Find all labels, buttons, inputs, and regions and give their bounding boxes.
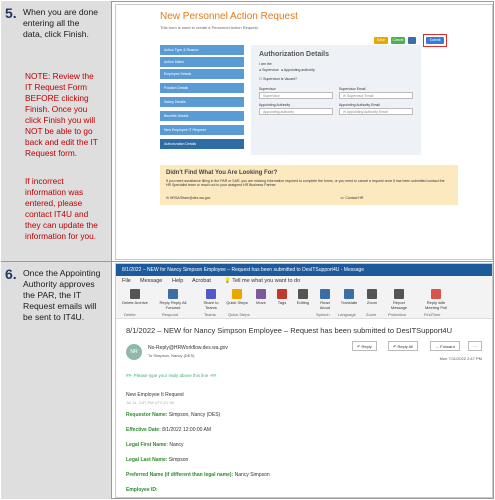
nav-position-details[interactable]: Position Details (160, 83, 244, 93)
tag-icon (277, 289, 287, 299)
outlook-email-screenshot (115, 263, 493, 498)
appointing-input[interactable]: Appointing authority (259, 108, 333, 115)
email-date: Mon 7/11/2022 2:47 PM (439, 356, 482, 361)
menu-acrobat[interactable]: Acrobat (192, 278, 211, 284)
radio-appointing[interactable]: ● Appointing authority (281, 68, 315, 72)
note-line-3: BEFORE clicking (25, 93, 89, 103)
step-5-text-column (1, 1, 112, 261)
forward-label: Forward (440, 344, 455, 349)
field-preferred-name-label: Preferred Name (if different than legal name): (126, 472, 234, 478)
email-menubar (116, 276, 492, 287)
field-first-name (126, 442, 184, 448)
poll-icon (431, 289, 441, 299)
note-line-1: NOTE: Review the (25, 71, 94, 81)
step-6-intro-4: Request emails will (23, 301, 97, 311)
appointing-email-placeholder: Appointing Authority Email (346, 110, 388, 114)
reply-all-label: Reply All (397, 344, 414, 349)
group-respond: Respond (162, 312, 179, 317)
incorrect-line-2: information was (25, 187, 84, 197)
menu-help[interactable]: Help (172, 278, 184, 284)
read-aloud-label: Read Aloud (319, 300, 331, 310)
body-date: Jul 11, 2:47 PM UTC-07:00 (126, 400, 175, 405)
meeting-poll-label: Reply with Meeting Poll (424, 300, 447, 310)
field-last-name-label: Legal Last Name: (126, 457, 168, 463)
note-line-7: back and edit the IT (25, 137, 98, 147)
field-requestor-value: Simpson, Nancy (DES) (168, 412, 221, 418)
reply-label: Reply (361, 344, 372, 349)
read-aloud-button[interactable] (316, 289, 334, 310)
field-last-name (126, 457, 188, 463)
search-icon (298, 289, 308, 299)
help-banner (160, 165, 458, 205)
quick-steps-button[interactable] (226, 289, 248, 305)
save-button[interactable]: Save (374, 37, 388, 44)
speaker-icon (320, 289, 330, 299)
translate-button[interactable] (338, 289, 360, 305)
email-ribbon (116, 287, 492, 319)
share-teams-button[interactable] (200, 289, 222, 310)
field-effective-date-label: Effective Date: (126, 427, 161, 433)
incorrect-line-5: they can update the (25, 220, 98, 230)
share-teams-label: Share to Teams (203, 300, 219, 310)
group-quick-steps: Quick Steps (228, 312, 250, 317)
move-button[interactable] (252, 289, 270, 305)
step-6-number: 6. (5, 266, 17, 282)
reply-separator: ##- Please type your reply above this line -## (126, 373, 217, 378)
forward-button[interactable]: → Forward (430, 341, 460, 351)
group-speech: Speech (316, 312, 330, 317)
zoom-icon (367, 289, 377, 299)
field-requestor (126, 412, 220, 418)
reply-icon (168, 289, 178, 299)
delete-label: Delete Archive (122, 300, 148, 305)
incorrect-line-4: contact IT4U and (25, 209, 89, 219)
field-effective-date (126, 427, 211, 433)
incorrect-line-6: information for you. (25, 231, 97, 241)
vacant-checkbox[interactable]: ☐ Supervisor is Vacant? (259, 77, 297, 81)
quick-steps-label: Quick Steps (226, 300, 248, 305)
radio-supervisor[interactable]: ● Supervisor (259, 68, 279, 72)
supervisor-label: Supervisor (259, 87, 276, 91)
group-delete: Delete (124, 312, 136, 317)
editing-label: Editing (296, 300, 310, 305)
form-subtitle: This form is used to create a Personnel Action Request. (160, 25, 259, 30)
authorization-panel (251, 45, 421, 155)
supervisor-email-label: Supervisor Email (339, 87, 366, 91)
field-first-name-value: Nancy (169, 442, 184, 448)
tell-me-search[interactable]: 💡 Tell me what you want to do (224, 278, 301, 284)
step-5-intro-2: entering all the (23, 18, 80, 28)
field-effective-date-value: 8/1/2022 12:00:00 AM (162, 427, 212, 433)
nav-action-dates[interactable]: Action Dates (160, 57, 244, 67)
email-sender: No-Reply@HRWorkflow.des.wa.gov (148, 345, 228, 351)
appointing-email-label: Appointing Authority Email (339, 103, 380, 107)
avatar: NR (126, 344, 142, 360)
step-6-intro-2: Authority approves (23, 279, 95, 289)
delete-group[interactable] (122, 289, 148, 305)
step-6-row (1, 262, 494, 499)
step-5-intro-3: data, click Finish. (23, 29, 89, 39)
meeting-poll-button[interactable] (420, 289, 452, 310)
zoom-button[interactable] (364, 289, 380, 305)
nav-it-request[interactable]: New Employee IT Request (160, 125, 244, 135)
email-subject: 8/1/2022 – NEW for Nancy Simpson Employee – Request has been submitted to DesITSupport4U (126, 326, 453, 335)
tags-label: Tags (277, 300, 287, 305)
note-line-6: NOT be able to go (25, 126, 93, 136)
incorrect-line-1: If incorrect (25, 176, 64, 186)
form-title: New Personnel Action Request (160, 11, 298, 22)
step-5-intro-1: When you are done (23, 7, 99, 17)
supervisor-email-placeholder: Supervisor Email (346, 94, 374, 98)
info-button[interactable] (408, 37, 416, 44)
field-employee-id-label: Employee ID: (126, 487, 158, 493)
menu-message[interactable]: Message (140, 276, 162, 288)
nav-action-type[interactable]: Action Type & Reason (160, 45, 244, 55)
note-line-4: Finish. Once you (25, 104, 88, 114)
shield-icon (394, 289, 404, 299)
help-email: HRSAITeam@des.wa.gov (169, 196, 211, 200)
report-label: Report Message (390, 300, 408, 310)
email-titlebar: 8/1/2022 – NEW for Nancy Simpson Employee – Request has been submitted to DesITSupport4U - Message (116, 264, 492, 276)
translate-icon (344, 289, 354, 299)
contact-hr-link[interactable]: ☏ Contact HR (340, 196, 364, 200)
editing-button[interactable] (294, 289, 312, 305)
step-5-number: 5. (5, 5, 17, 21)
body-title: New Employee It Request (126, 392, 184, 398)
supervisor-email-input[interactable]: ✉ Supervisor Email (339, 92, 413, 99)
nav-employee-details[interactable]: Employee Details (160, 69, 244, 79)
group-zoom: Zoom (366, 312, 377, 317)
auth-type-label: I am the (259, 62, 272, 66)
tell-me-text: Tell me what you want to do (232, 278, 301, 284)
note-line-5: click Finish you will (25, 115, 96, 125)
field-first-name-label: Legal First Name: (126, 442, 168, 448)
step-6-intro-1: Once the Appointing (23, 268, 101, 278)
help-heading: Didn't Find What You Are Looking For? (166, 170, 278, 176)
group-teams: Teams (204, 312, 216, 317)
field-preferred-name-value: Nancy Simpson (234, 472, 270, 478)
field-last-name-value: Simpson (168, 457, 189, 463)
more-actions-button[interactable]: ··· (468, 341, 482, 351)
reply-all-button[interactable]: ↶ Reply All (388, 341, 418, 351)
appointing-email-input[interactable]: ✉ Appointing Authority Email (339, 108, 413, 115)
translate-label: Translate (340, 300, 358, 305)
group-findtime: FindTime (424, 312, 441, 317)
nav-benefits-details[interactable]: Benefits Details (160, 111, 244, 121)
help-text: If you need assistance filling in the PAR or SAR, you are missing information required to complete the forms, or you need to cancel a request once it has been submitted contact the HR Specialist team or reach out to your assigned HR Business Partner. (166, 179, 445, 187)
group-protection: Protection (388, 312, 407, 317)
par-form-screenshot (115, 4, 493, 260)
note-line-2: IT Request Form (25, 82, 88, 92)
field-employee-id (126, 487, 158, 493)
vacant-label: Supervisor is Vacant? (263, 77, 297, 81)
delete-icon (130, 289, 140, 299)
incorrect-line-3: entered, please (25, 198, 83, 208)
cancel-button[interactable]: Cancel (392, 38, 404, 42)
auth-heading: Authorization Details (259, 51, 330, 58)
nav-authorization-details[interactable]: Authorization Details (160, 139, 244, 149)
field-requestor-label: Requestor Name: (126, 412, 168, 418)
supervisor-input[interactable]: Supervisor (259, 92, 333, 99)
respond-group[interactable] (152, 289, 194, 310)
appointing-label: Appointing Authority (259, 103, 291, 107)
help-email-link[interactable]: ✉ HRSAITeam@des.wa.gov (166, 196, 211, 200)
finish-button[interactable]: Submit (426, 37, 444, 44)
email-recipient: To Simpson, Nancy (DES) (148, 353, 195, 358)
teams-icon (206, 289, 216, 299)
step-5-row (1, 1, 494, 262)
step-6-intro-3: the PAR, the IT (23, 290, 82, 300)
tags-button[interactable] (274, 289, 290, 305)
respond-label: Reply Reply All Forward (159, 300, 187, 310)
reply-button[interactable]: ↶ Reply (352, 341, 377, 351)
contact-hr: Contact HR (345, 196, 364, 200)
note-line-8: Request form. (25, 148, 78, 158)
step-6-intro-5: be sent to IT4U. (23, 312, 85, 322)
radio-supervisor-label: Supervisor (262, 68, 279, 72)
nav-salary-details[interactable]: Salary Details (160, 97, 244, 107)
move-label: Move (256, 300, 266, 305)
radio-appointing-label: Appointing authority (283, 68, 315, 72)
zoom-label: Zoom (366, 300, 378, 305)
report-message-button[interactable] (386, 289, 412, 310)
step-6-text-column (1, 262, 112, 499)
move-icon (256, 289, 266, 299)
lightning-icon (232, 289, 242, 299)
menu-file[interactable]: File (122, 278, 131, 284)
group-language: Language (338, 312, 356, 317)
field-preferred-name (126, 472, 270, 478)
